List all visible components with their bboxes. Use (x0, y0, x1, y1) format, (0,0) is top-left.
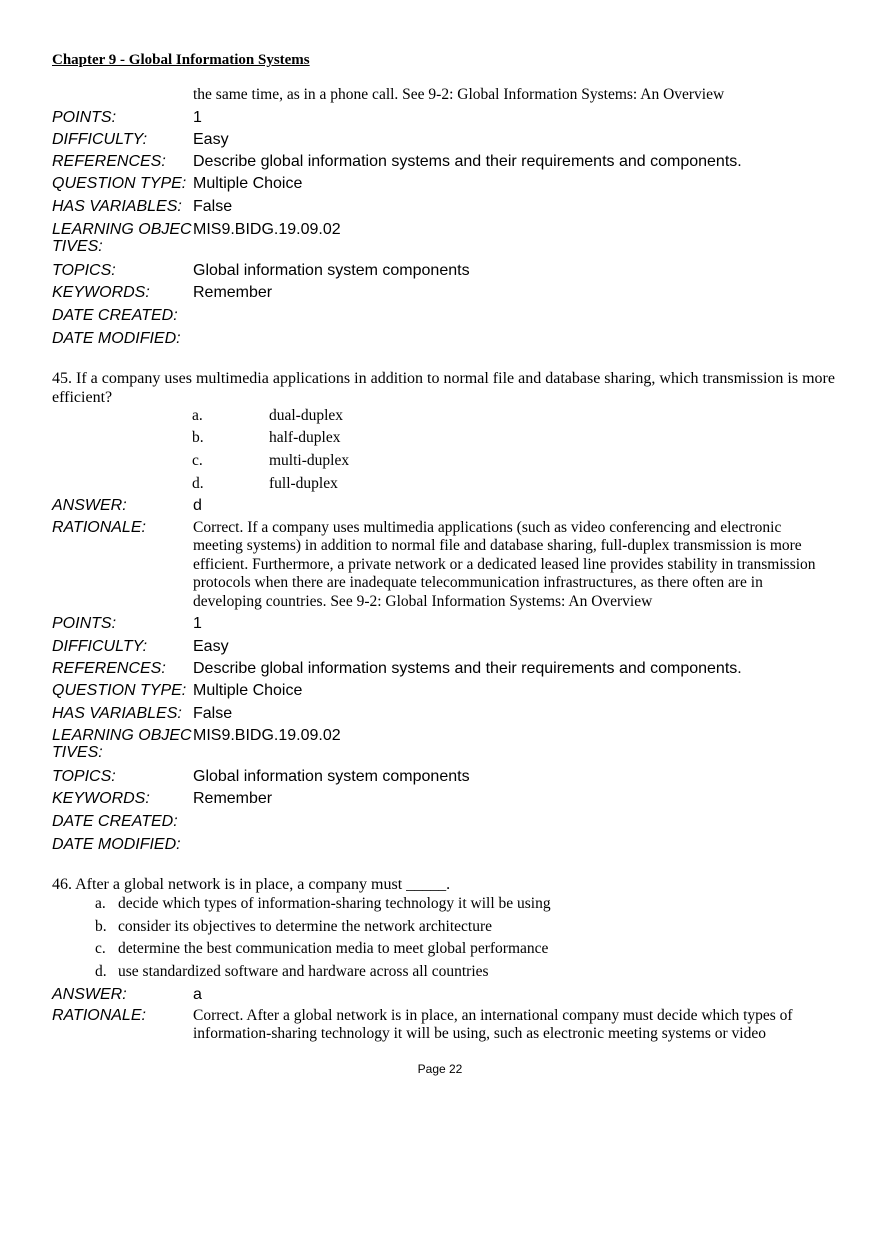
learning-objectives-label-line-1: LEARNING OBJEC (52, 221, 192, 238)
answer-label: ANSWER: (52, 986, 127, 1003)
topics-label: TOPICS: (52, 262, 116, 279)
keywords-value: Remember (193, 790, 273, 807)
has-variables-value: False (193, 198, 233, 215)
question-type-value: Multiple Choice (193, 175, 303, 192)
points-label: POINTS: (52, 109, 117, 126)
answer-value: d (193, 497, 202, 514)
question-type-label: QUESTION TYPE: (52, 175, 187, 192)
references-label: REFERENCES: (52, 153, 166, 170)
rationale-text: Correct. After a global network is in place, an international company must decide which types of information-sharing technology it will be using, such as electronic meeting systems or video (193, 1007, 793, 1043)
topics-value: Global information system components (193, 262, 470, 279)
learning-objectives-value: MIS9.BIDG.19.09.02 (193, 727, 341, 744)
option-letter: c. (192, 452, 203, 469)
option-letter: b. (95, 918, 107, 935)
question-type-value: Multiple Choice (193, 682, 303, 699)
points-value: 1 (193, 615, 202, 632)
option-letter: a. (192, 407, 203, 424)
question-46-stem: 46. After a global network is in place, a company must _____. (52, 876, 451, 893)
option-text: consider its objectives to determine the network architecture (118, 918, 493, 935)
option-text: determine the best communication media to meet global performance (118, 940, 549, 957)
learning-objectives-value: MIS9.BIDG.19.09.02 (193, 221, 341, 238)
has-variables-label: HAS VARIABLES: (52, 705, 182, 722)
references-value: Describe global information systems and their requirements and components. (193, 153, 742, 170)
topics-label: TOPICS: (52, 768, 116, 785)
option-text: decide which types of information-sharing technology it will be using (118, 895, 551, 912)
difficulty-label: DIFFICULTY: (52, 638, 148, 655)
difficulty-value: Easy (193, 638, 229, 655)
option-text: multi-duplex (269, 452, 350, 469)
date-modified-label: DATE MODIFIED: (52, 836, 181, 853)
rationale-label: RATIONALE: (52, 1007, 146, 1024)
keywords-value: Remember (193, 284, 273, 301)
question-45-stem: 45. If a company uses multimedia applications in addition to normal file and database sharing, which transmission is more efficient? (52, 370, 835, 406)
date-modified-label: DATE MODIFIED: (52, 330, 181, 347)
chapter-title: Chapter 9 - Global Information Systems (52, 52, 310, 68)
rationale-text: Correct. If a company uses multimedia applications (such as video conferencing and electronic meeting systems) in addition to normal file and database sharing, full-duplex transmission is more efficient. Furthermore, a private network or a dedicated leased line provides stability in transmission protocols when there are inadequate telecommunication infrastructures, as there often are in developing countries. See 9-2: Global Information Systems: An Overview (193, 519, 816, 610)
learning-objectives-label-line-1: LEARNING OBJEC (52, 727, 192, 744)
learning-objectives-label-line-2: TIVES: (52, 238, 103, 255)
option-letter: b. (192, 429, 204, 446)
points-label: POINTS: (52, 615, 117, 632)
learning-objectives-label-line-2: TIVES: (52, 744, 103, 761)
rationale-label: RATIONALE: (52, 519, 146, 536)
option-text: full-duplex (269, 475, 338, 492)
topics-value: Global information system components (193, 768, 470, 785)
references-value: Describe global information systems and their requirements and components. (193, 660, 742, 677)
difficulty-label: DIFFICULTY: (52, 131, 148, 148)
date-created-label: DATE CREATED: (52, 813, 178, 830)
option-letter: d. (95, 963, 107, 980)
difficulty-value: Easy (193, 131, 229, 148)
answer-value: a (193, 986, 202, 1003)
option-letter: a. (95, 895, 106, 912)
option-letter: d. (192, 475, 204, 492)
page-number: Page 22 (417, 1062, 463, 1076)
continuation-text: the same time, as in a phone call. See 9-2: Global Information Systems: An Overview (193, 86, 725, 103)
question-type-label: QUESTION TYPE: (52, 682, 187, 699)
references-label: REFERENCES: (52, 660, 166, 677)
answer-label: ANSWER: (52, 497, 127, 514)
option-text: dual-duplex (269, 407, 344, 424)
learning-objectives-label (52, 727, 193, 761)
keywords-label: KEYWORDS: (52, 790, 150, 807)
has-variables-label: HAS VARIABLES: (52, 198, 182, 215)
points-value: 1 (193, 109, 202, 126)
option-text: half-duplex (269, 429, 341, 446)
learning-objectives-label (52, 221, 193, 255)
option-text: use standardized software and hardware across all countries (118, 963, 489, 980)
option-letter: c. (95, 940, 106, 957)
keywords-label: KEYWORDS: (52, 284, 150, 301)
date-created-label: DATE CREATED: (52, 307, 178, 324)
has-variables-value: False (193, 705, 233, 722)
